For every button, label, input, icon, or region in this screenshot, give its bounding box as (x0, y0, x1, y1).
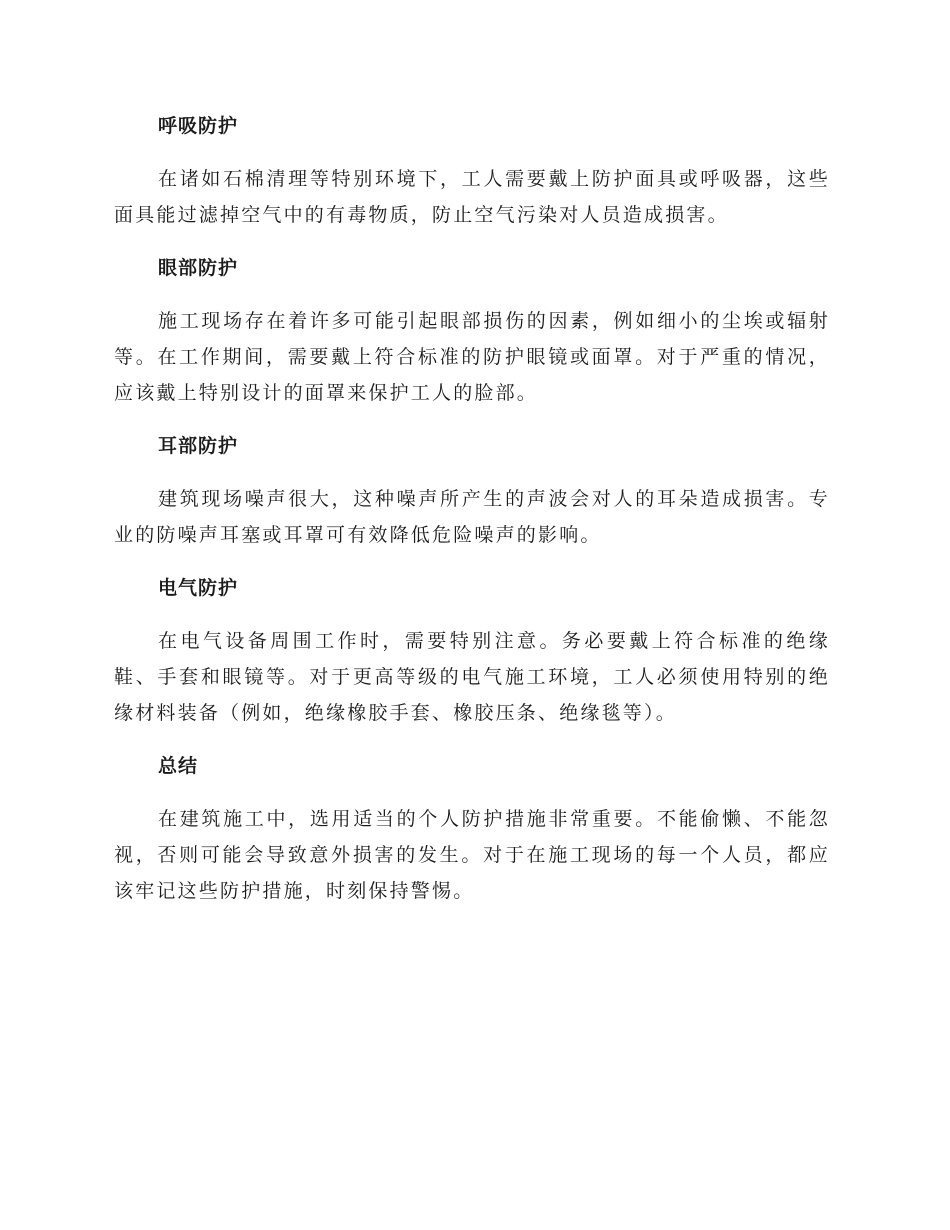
heading-respiratory-protection: 呼吸防护 (158, 115, 239, 137)
heading-electrical-protection: 电气防护 (158, 577, 239, 599)
paragraph-summary: 在建筑施工中，选用适当的个人防护措施非常重要。不能偷懒、不能忽视，否则可能会导致意外损害的发生。对于在施工现场的每一个人员，都应该牢记这些防护措施，时刻保持警惕。 (114, 808, 830, 902)
paragraph-respiratory-protection: 在诸如石棉清理等特别环境下，工人需要戴上防护面具或呼吸器，这些面具能过滤掉空气中的有毒物质，防止空气污染对人员造成损害。 (114, 168, 830, 226)
heading-ear-protection: 耳部防护 (158, 435, 239, 457)
paragraph-electrical-protection: 在电气设备周围工作时，需要特别注意。务必要戴上符合标准的绝缘鞋、手套和眼镜等。对于更高等级的电气施工环境，工人必须使用特别的绝缘材料装备（例如，绝缘橡胶手套、橡胶压条、绝缘毯等）。 (114, 630, 830, 724)
document-page (114, 108, 830, 926)
paragraph-eye-protection: 施工现场存在着许多可能引起眼部损伤的因素，例如细小的尘埃或辐射等。在工作期间，需要戴上符合标准的防护眼镜或面罩。对于严重的情况，应该戴上特别设计的面罩来保护工人的脸部。 (114, 310, 830, 404)
heading-summary: 总结 (158, 755, 199, 777)
paragraph-ear-protection: 建筑现场噪声很大，这种噪声所产生的声波会对人的耳朵造成损害。专业的防噪声耳塞或耳罩可有效降低危险噪声的影响。 (114, 488, 830, 546)
heading-eye-protection: 眼部防护 (158, 257, 239, 279)
